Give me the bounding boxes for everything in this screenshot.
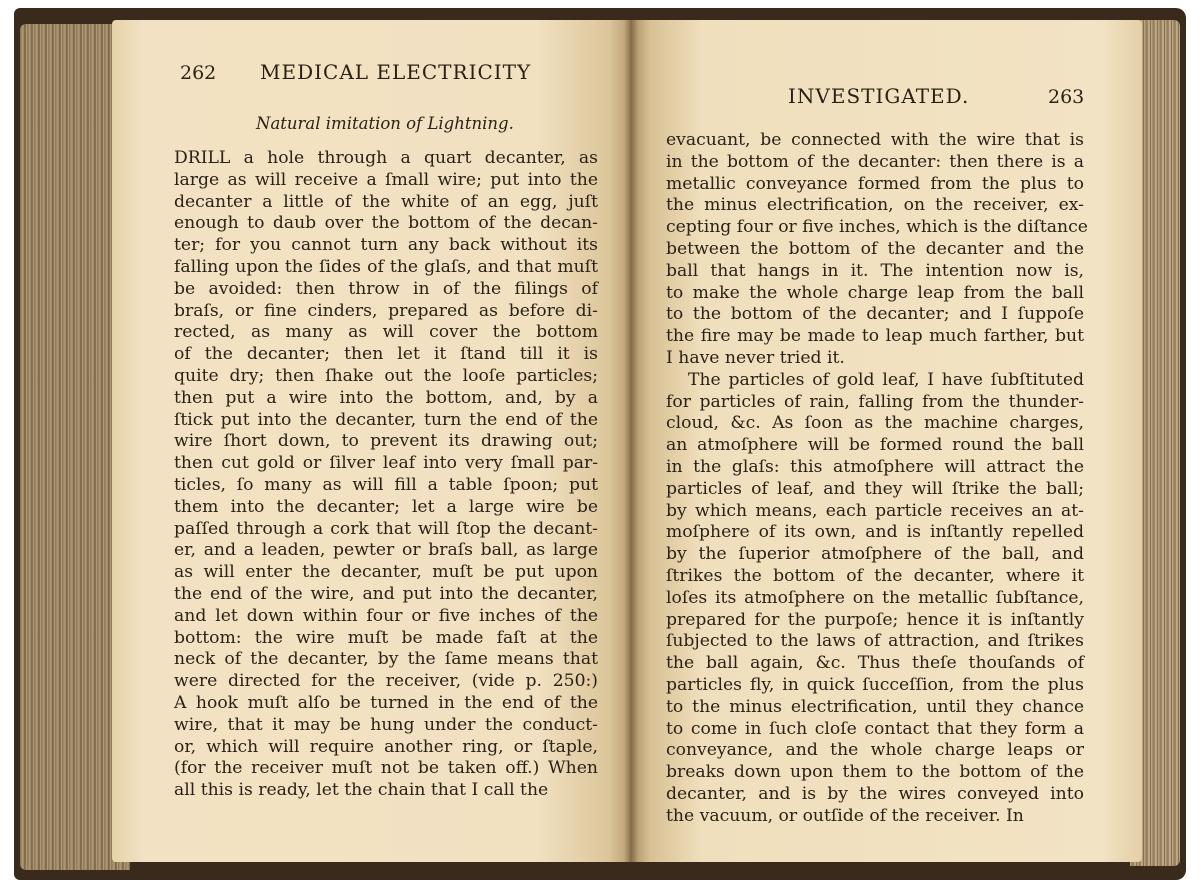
text-line: metallic conveyance formed from the plus to <box>666 173 1084 194</box>
text-line: ſtrikes the bottom of the decanter, where it <box>666 565 1084 586</box>
text-line: particles fly, in quick ſucceſſion, from the plus <box>666 674 1084 695</box>
text-line: in the bottom of the decanter: then there is a <box>666 151 1084 172</box>
text-line: prepared for the purpoſe; hence it is inſtantly <box>666 609 1084 630</box>
section-title: Natural imitation of Lightning. <box>256 114 514 133</box>
text-line: quite dry; then ſhake out the looſe particles; <box>174 365 598 386</box>
text-line: decanter, and is by the wires conveyed into <box>666 783 1084 804</box>
text-line: conveyance, and the whole charge leaps or <box>666 740 1084 761</box>
text-line: ticles, ſo many as will fill a table ſpoon; put <box>174 474 598 495</box>
text-line: ball that hangs in it. The intention now is, <box>666 260 1084 281</box>
left-page <box>112 20 630 862</box>
text-line: breaks down upon them to the bottom of the <box>666 762 1084 783</box>
text-line: and let down within four or five inches of the <box>174 605 598 626</box>
running-head: MEDICAL ELECTRICITY <box>260 60 532 84</box>
text-line: wire ſhort down, to prevent its drawing out; <box>174 431 598 452</box>
text-line: falling upon the ſides of the glaſs, and that muſt <box>174 256 598 277</box>
text-line: in the glaſs: this atmoſphere will attract the <box>666 456 1084 477</box>
text-line: the vacuum, or outſide of the receiver. In <box>666 805 1024 826</box>
text-line: cepting four or five inches, which is the diſtance <box>666 217 1088 238</box>
text-line: were directed for the receiver, (vide p. 250:) <box>174 671 598 692</box>
text-line: (for the receiver muſt not be taken off.) When <box>174 758 598 779</box>
text-line: the fire may be made to leap much farther, but <box>666 326 1084 347</box>
text-line: or, which will require another ring, or ſtaple, <box>174 736 598 757</box>
page-number: 262 <box>180 62 217 84</box>
text-line: all this is ready, let the chain that I call the <box>174 780 549 801</box>
text-line: them into the decanter; let a large wire be <box>174 496 598 517</box>
text-line: cloud, &c. As ſoon as the machine charges, <box>666 413 1084 434</box>
text-line: of the decanter; then let it ſtand till it is <box>174 344 598 365</box>
text-line: to make the whole charge leap from the ball <box>666 282 1084 303</box>
text-line: DRILL a hole through a quart decanter, as <box>174 148 598 168</box>
running-head: INVESTIGATED. <box>788 84 970 108</box>
text-line: moſphere of its own, and is inſtantly repelled <box>666 522 1084 543</box>
text-line: particles of leaf, and they will ſtrike the ball; <box>666 478 1084 499</box>
text-line: enough to daub over the bottom of the decan- <box>174 213 598 234</box>
text-line: wire, that it may be hung under the conduct- <box>174 714 598 735</box>
text-line: ſubjected to the laws of attraction, and ſtrikes <box>666 631 1084 652</box>
text-line: paſſed through a cork that will ſtop the decant- <box>174 518 598 539</box>
text-line: then put a wire into the bottom, and, by a <box>174 387 598 408</box>
book-gutter <box>624 20 638 862</box>
text-line: large as will receive a ſmall wire; put into the <box>174 169 598 190</box>
left-page-body <box>174 148 598 802</box>
text-line: neck of the decanter, by the ſame means that <box>174 649 598 670</box>
text-line: an atmoſphere will be formed round the ball <box>666 435 1084 456</box>
text-line: by which means, each particle receives an at- <box>666 500 1084 521</box>
text-line: loſes its atmoſphere on the metallic ſubſtance, <box>666 587 1084 608</box>
text-line: the minus electrification, on the receiver, ex- <box>666 195 1084 216</box>
text-line: rected, as many as will cover the bottom <box>174 322 598 343</box>
text-line: to the minus electrification, until they chance <box>666 696 1084 717</box>
text-line: by the ſuperior atmoſphere of the ball, and <box>666 544 1084 565</box>
text-line: be avoided: then throw in of the filings of <box>174 278 598 299</box>
text-line: to come in ſuch cloſe contact that they form a <box>666 718 1084 739</box>
text-line: for particles of rain, falling from the thunder- <box>666 391 1084 412</box>
text-line: the ball again, &c. Thus theſe thouſands of <box>666 653 1084 674</box>
text-line: A hook muſt alſo be turned in the end of the <box>174 692 598 713</box>
right-page-body <box>666 130 1088 828</box>
text-line: to the bottom of the decanter; and I ſuppoſe <box>666 304 1084 325</box>
right-page <box>630 20 1142 862</box>
text-line: braſs, or fine cinders, prepared as before di- <box>174 300 598 321</box>
text-line: then cut gold or ſilver leaf into very ſmall par- <box>174 453 598 474</box>
text-line: as will enter the decanter, muſt be put upon <box>174 562 598 583</box>
text-line: er, and a leaden, pewter or braſs ball, as large <box>174 540 598 561</box>
text-line: evacuant, be connected with the wire that is <box>666 130 1084 150</box>
text-line: ter; for you cannot turn any back without its <box>174 235 598 256</box>
page-number: 263 <box>1048 86 1085 108</box>
text-line: between the bottom of the decanter and the <box>666 238 1084 259</box>
text-line: the end of the wire, and put into the decanter, <box>174 583 598 604</box>
text-line: The particles of gold leaf, I have ſubſtituted <box>688 369 1084 390</box>
text-line: I have never tried it. <box>666 347 845 368</box>
text-line: decanter a little of the white of an egg, juſt <box>174 191 598 212</box>
text-line: bottom: the wire muſt be made faſt at the <box>174 627 598 648</box>
text-line: ſtick put into the decanter, turn the end of the <box>174 409 598 430</box>
